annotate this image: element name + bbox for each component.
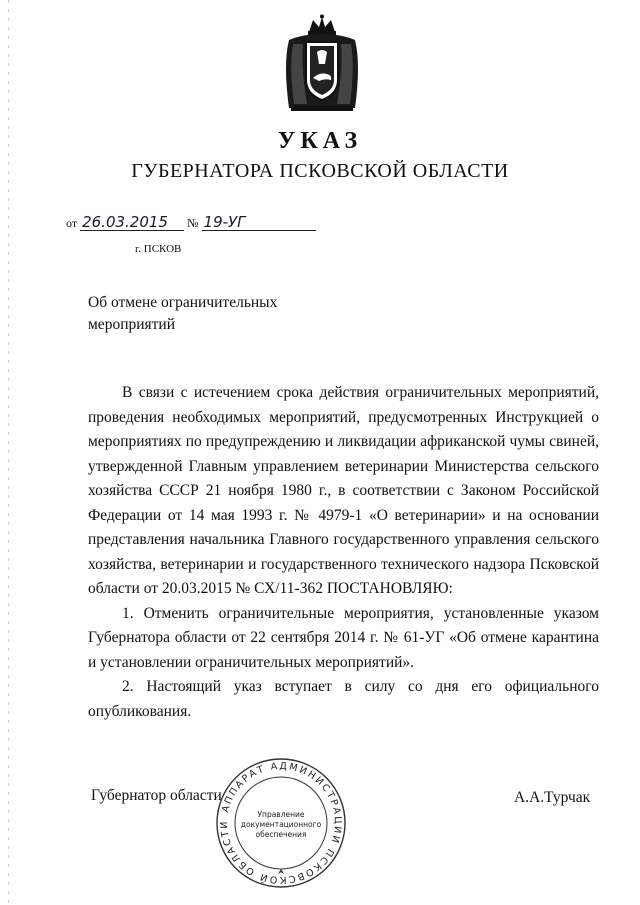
preamble-paragraph: В связи с истечением срока действия ограничительных мероприятий, проведения необходимых мероприятий, предусмотренных Инструкцией о мероприятиях по предупреждению и ликвидации африканской чумы свиней, утвержденной Главным управлением ветеринарии Министерства сельского хозяйства СССР 21 ноября 1980 г., в соответствии с Законом Российской Федерации от 14 мая 1993 г. № 4979-1 «О ветеринарии» и на основании представления начальника Главного государственного управления сельского хозяйства, ветеринарии и государственного технического надзора Псковской области от 20.03.2015 № СХ/11-362 ПОСТАНОВЛЯЮ:	[88, 384, 599, 597]
stamp-inner-line-3: обеспечения	[255, 830, 307, 839]
official-stamp	[214, 756, 348, 890]
number-prefix: №	[187, 216, 199, 230]
item-1-paragraph: 1. Отменить ограничительные мероприятия, установленные указом Губернатора области от 22 сентября 2014 г. № 61-УГ «Об отмене карантина и установлении ограничительных мероприятий».	[88, 604, 599, 671]
decree-issuer: ГУБЕРНАТОРА ПСКОВСКОЙ ОБЛАСТИ	[131, 160, 509, 182]
signatory-name: А.А.Турчак	[514, 789, 591, 806]
decree-body	[88, 381, 599, 724]
decree-date: 26.03.2015	[80, 214, 184, 231]
subject-line-2: мероприятий	[88, 316, 176, 333]
decree-number: 19-УГ	[202, 214, 316, 231]
stamp-outer-text: АППАРАТ АДМИНИСТРАЦИИ ПСКОВСКОЙ ОБЛАСТИ	[218, 760, 344, 886]
stamp-star-icon	[278, 869, 284, 874]
pskov-coat-of-arms-emblem	[279, 14, 365, 116]
stamp-inner-line-2: документационного	[240, 820, 322, 829]
date-prefix: от	[66, 216, 78, 230]
decree-city: г. ПСКОВ	[135, 243, 182, 255]
item-2-paragraph: 2. Настоящий указ вступает в силу со дня его официального опубликования.	[88, 678, 599, 720]
stamp-inner-line-1: Управление	[257, 810, 305, 819]
decree-title: УКАЗ	[277, 128, 363, 154]
decree-subject	[88, 292, 348, 336]
subject-line-1: Об отмене ограничительных	[88, 294, 278, 311]
signatory-position: Губернатор области	[91, 787, 222, 804]
decree-date-line	[66, 214, 316, 231]
